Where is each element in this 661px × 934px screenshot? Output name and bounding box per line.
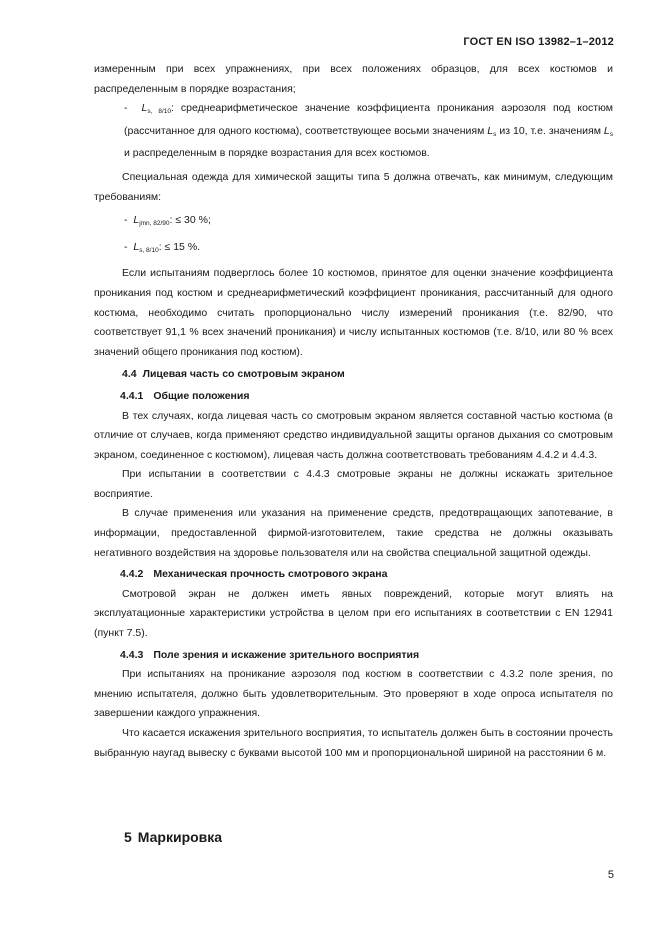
chapter-number: 5 bbox=[124, 829, 132, 845]
symbol-l: L bbox=[141, 102, 148, 115]
list-dash: - bbox=[124, 240, 128, 253]
symbol-subscript: jmn, 82/90 bbox=[139, 220, 170, 228]
page-content bbox=[94, 60, 613, 763]
list-dash: - bbox=[124, 214, 128, 227]
requirement-text: : ≤ 15 %. bbox=[158, 240, 201, 253]
section-number: 4.4.2 bbox=[120, 568, 144, 581]
symbol-subscript: s bbox=[609, 130, 613, 138]
paragraph-9: Что касается искажения зрительного восприятия, то испытатель должен быть в состоянии прочесть выбранную наугад вывеску с буквами высотой 100 мм и пропорциональной шириной на расстоянии 6 м. bbox=[94, 727, 613, 759]
paragraph-2: Специальная одежда для химической защиты типа 5 должна отвечать, как минимум, следующим требованиям: bbox=[94, 170, 613, 203]
symbol-l: L bbox=[133, 214, 140, 227]
list-item-ljmn-requirement bbox=[94, 211, 613, 234]
standard-header: ГОСТ EN ISO 13982–1–2012 bbox=[463, 36, 614, 48]
paragraph-5: При испытании в соответствии с 4.4.3 смотровые экраны не должны искажать зрительное восприятие. bbox=[94, 468, 613, 500]
chapter-heading-5 bbox=[124, 829, 222, 845]
symbol-l: L bbox=[487, 124, 494, 137]
symbol-subscript: s, 8/10 bbox=[147, 108, 171, 116]
symbol-l: L bbox=[133, 240, 140, 253]
chapter-title: Маркировка bbox=[137, 829, 223, 845]
list-item-ls810-definition bbox=[94, 99, 613, 164]
section-heading-4-4-3 bbox=[120, 646, 613, 666]
paragraph-3: Если испытаниям подверглось более 10 костюмов, принятое для оценки значение коэффициента проникания под костюм и среднеарифметический коэффициент проникания, рассчитанный для одного костюма, необходимо считать пропорционально числу измерений проникания (т.е. 82/90, что соответствует 91,1 % всех значений проникания) и числу испытанных костюмов (т.е. 8/10, или 80 % всех значений общего проникания под костюм). bbox=[94, 267, 613, 358]
section-number: 4.4.3 bbox=[120, 648, 144, 661]
symbol-l: L bbox=[603, 124, 610, 137]
definition-text: из 10, т.е. значениям bbox=[499, 124, 601, 137]
symbol-subscript: s, 8/10 bbox=[139, 246, 159, 254]
section-title: Лицевая часть со смотровым экраном bbox=[142, 368, 345, 381]
page-number: 5 bbox=[607, 869, 614, 881]
list-item-ls-requirement bbox=[94, 238, 613, 261]
paragraph-1: измеренным при всех упражнениях, при всех положениях образцов, для всех костюмов и распределенным в порядке возрастания; bbox=[94, 63, 613, 95]
definition-text: и распределенным в порядке возрастания для всех костюмов. bbox=[124, 147, 430, 160]
section-title: Поле зрения и искажение зрительного восприятия bbox=[153, 648, 420, 661]
list-dash: - bbox=[124, 102, 128, 115]
section-heading-4-4 bbox=[122, 365, 613, 385]
definition-text: : среднеарифметическое значение коэффициента проникания аэрозоля под костюм (рассчитанное для одного костюма), соответствующее восьми значениям bbox=[124, 102, 613, 137]
paragraph-8: При испытаниях на проникание аэрозоля под костюм в соответствии с 4.3.2 поле зрения, по мнению испытателя, должно быть удовлетворительным. Это проверяют в ходе опроса испытателя по завершении каждого упражнения. bbox=[94, 668, 613, 720]
paragraph-6: В случае применения или указания на применение средств, предотвращающих запотевание, в информации, предоставленной фирмой-изготовителем, такие средства не должны оказывать негативного воздействия на здоровье пользователя или на свойства специальной защитной одежды. bbox=[94, 507, 613, 559]
section-number: 4.4.1 bbox=[120, 389, 144, 402]
paragraph-4: В тех случаях, когда лицевая часть со смотровым экраном является составной частью костюма (в отличие от случаев, когда применяют средство индивидуальной защиты органов дыхания со смотровым экраном, соединенное с костюмом), лицевая часть должна соответствовать требованиям 4.4.2 и 4.4.3. bbox=[94, 409, 613, 461]
requirement-text: : ≤ 30 %; bbox=[169, 214, 211, 227]
section-title: Общие положения bbox=[153, 389, 250, 402]
symbol-subscript: s bbox=[493, 130, 497, 138]
section-heading-4-4-1 bbox=[120, 387, 613, 407]
section-title: Механическая прочность смотрового экрана bbox=[153, 568, 388, 581]
paragraph-7: Смотровой экран не должен иметь явных повреждений, которые могут влиять на эксплуатационные характеристики устройства в целом при его испытаниях в соответствии с EN 12941 (пункт 7.5). bbox=[94, 587, 613, 640]
section-heading-4-4-2 bbox=[120, 565, 613, 585]
section-number: 4.4 bbox=[122, 368, 137, 381]
